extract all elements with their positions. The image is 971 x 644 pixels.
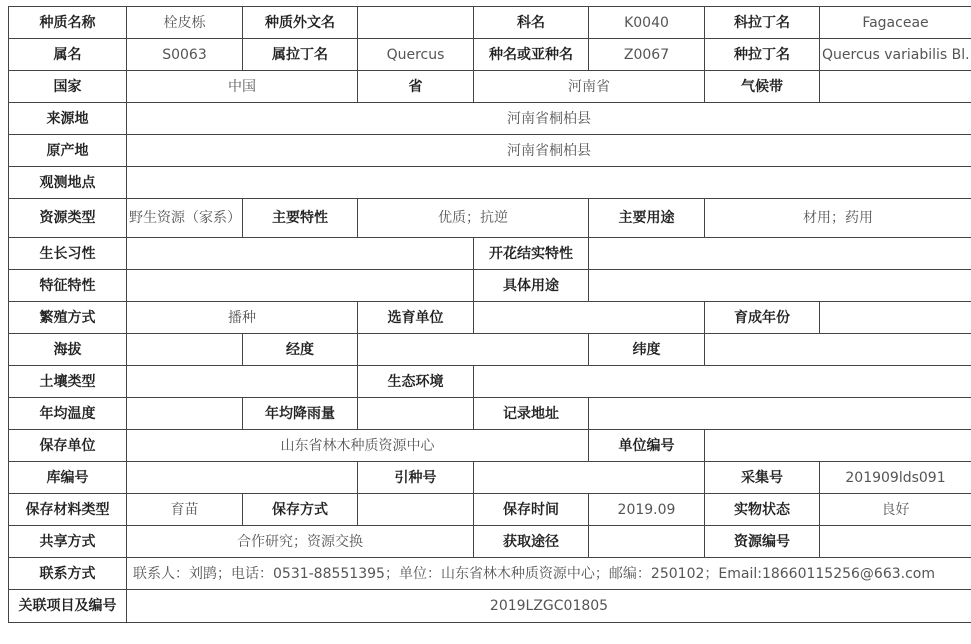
row-origin	[9, 135, 971, 167]
genus-latin-label: 属拉丁名	[243, 39, 358, 71]
unit-number-value	[705, 430, 971, 462]
resource-number-label: 资源编号	[705, 526, 820, 558]
foreign-name-label: 种质外文名	[243, 7, 358, 39]
propagation-value: 播种	[127, 302, 358, 334]
characteristics-value	[127, 270, 474, 302]
species-latin-value: Quercus variabilis Bl.	[820, 39, 971, 71]
row-source	[9, 103, 971, 135]
resource-type-value: 野生资源（家系）	[127, 199, 243, 238]
latitude-label: 纬度	[589, 334, 705, 366]
row-related-project	[9, 590, 971, 623]
storage-method-label: 保存方式	[243, 494, 358, 526]
flowering-fruiting-label: 开花结实特性	[474, 238, 589, 270]
climate-zone-label: 气候带	[705, 71, 820, 103]
storage-time-value: 2019.09	[589, 494, 705, 526]
introduction-number-value	[474, 462, 705, 494]
avg-rainfall-label: 年均降雨量	[243, 398, 358, 430]
row-species-name	[9, 7, 971, 39]
soil-type-label: 土壤类型	[9, 366, 127, 398]
row-propagation	[9, 302, 971, 334]
country-value: 中国	[127, 71, 358, 103]
row-growth-habit	[9, 238, 971, 270]
propagation-label: 繁殖方式	[9, 302, 127, 334]
acquisition-label: 获取途径	[474, 526, 589, 558]
record-address-label: 记录地址	[474, 398, 589, 430]
specific-use-value	[589, 270, 971, 302]
latitude-value	[705, 334, 971, 366]
altitude-value	[127, 334, 243, 366]
source-value: 河南省桐柏县	[127, 103, 971, 135]
row-contact	[9, 558, 971, 590]
avg-temperature-value	[127, 398, 243, 430]
ecology-label: 生态环境	[358, 366, 474, 398]
resource-number-value	[820, 526, 971, 558]
country-label: 国家	[9, 71, 127, 103]
storage-unit-value: 山东省林木种质资源中心	[127, 430, 589, 462]
family-latin-label: 科拉丁名	[705, 7, 820, 39]
soil-type-value	[127, 366, 358, 398]
germplasm-name-value: 栓皮栎	[127, 7, 243, 39]
introduction-number-label: 引种号	[358, 462, 474, 494]
row-library-number	[9, 462, 971, 494]
germplasm-name-label: 种质名称	[9, 7, 127, 39]
climate-zone-value	[820, 71, 971, 103]
longitude-value	[358, 334, 589, 366]
contact-value: 联系人：刘鹍；电话：0531-88551395；单位：山东省林木种质资源中心；邮编：250102；Email:18660115256@663.com	[127, 558, 971, 590]
growth-habit-label: 生长习性	[9, 238, 127, 270]
origin-value: 河南省桐柏县	[127, 135, 971, 167]
family-name-label: 科名	[474, 7, 589, 39]
family-latin-value: Fagaceae	[820, 7, 971, 39]
record-address-value	[589, 398, 971, 430]
breeding-year-value	[820, 302, 971, 334]
storage-material-label: 保存材料类型	[9, 494, 127, 526]
storage-unit-label: 保存单位	[9, 430, 127, 462]
avg-temperature-label: 年均温度	[9, 398, 127, 430]
main-traits-value: 优质；抗逆	[358, 199, 589, 238]
species-name-value: Z0067	[589, 39, 705, 71]
physical-status-label: 实物状态	[705, 494, 820, 526]
main-use-value: 材用；药用	[705, 199, 971, 238]
sharing-method-value: 合作研究；资源交换	[127, 526, 474, 558]
species-name-label: 种名或亚种名	[474, 39, 589, 71]
altitude-label: 海拔	[9, 334, 127, 366]
source-label: 来源地	[9, 103, 127, 135]
main-traits-label: 主要特性	[243, 199, 358, 238]
row-genus	[9, 39, 971, 71]
unit-number-label: 单位编号	[589, 430, 705, 462]
specific-use-label: 具体用途	[474, 270, 589, 302]
row-storage-unit	[9, 430, 971, 462]
storage-method-value	[358, 494, 474, 526]
row-observation-site	[9, 167, 971, 199]
species-latin-label: 种拉丁名	[705, 39, 820, 71]
row-temperature	[9, 398, 971, 430]
foreign-name-value	[358, 7, 474, 39]
storage-time-label: 保存时间	[474, 494, 589, 526]
province-label: 省	[358, 71, 474, 103]
growth-habit-value	[127, 238, 474, 270]
sharing-method-label: 共享方式	[9, 526, 127, 558]
row-country	[9, 71, 971, 103]
resource-type-label: 资源类型	[9, 199, 127, 238]
longitude-label: 经度	[243, 334, 358, 366]
observation-site-label: 观测地点	[9, 167, 127, 199]
library-number-value	[127, 462, 358, 494]
genus-label: 属名	[9, 39, 127, 71]
acquisition-value	[589, 526, 705, 558]
breeding-unit-label: 选育单位	[358, 302, 474, 334]
row-characteristics	[9, 270, 971, 302]
avg-rainfall-value	[358, 398, 474, 430]
library-number-label: 库编号	[9, 462, 127, 494]
province-value: 河南省	[474, 71, 705, 103]
physical-status-value: 良好	[820, 494, 971, 526]
flowering-fruiting-value	[589, 238, 971, 270]
genus-value: S0063	[127, 39, 243, 71]
characteristics-label: 特征特性	[9, 270, 127, 302]
related-project-value: 2019LZGC01805	[127, 590, 971, 623]
collection-number-label: 采集号	[705, 462, 820, 494]
related-project-label: 关联项目及编号	[9, 590, 127, 623]
contact-label: 联系方式	[9, 558, 127, 590]
main-use-label: 主要用途	[589, 199, 705, 238]
breeding-unit-value	[474, 302, 705, 334]
row-sharing	[9, 526, 971, 558]
row-soil	[9, 366, 971, 398]
observation-site-value	[127, 167, 971, 199]
breeding-year-label: 育成年份	[705, 302, 820, 334]
origin-label: 原产地	[9, 135, 127, 167]
row-altitude	[9, 334, 971, 366]
row-resource-type	[9, 199, 971, 238]
collection-number-value: 201909lds091	[820, 462, 971, 494]
germplasm-info-table	[8, 6, 971, 623]
ecology-value	[474, 366, 971, 398]
genus-latin-value: Quercus	[358, 39, 474, 71]
row-storage-material	[9, 494, 971, 526]
family-name-value: K0040	[589, 7, 705, 39]
storage-material-value: 育苗	[127, 494, 243, 526]
